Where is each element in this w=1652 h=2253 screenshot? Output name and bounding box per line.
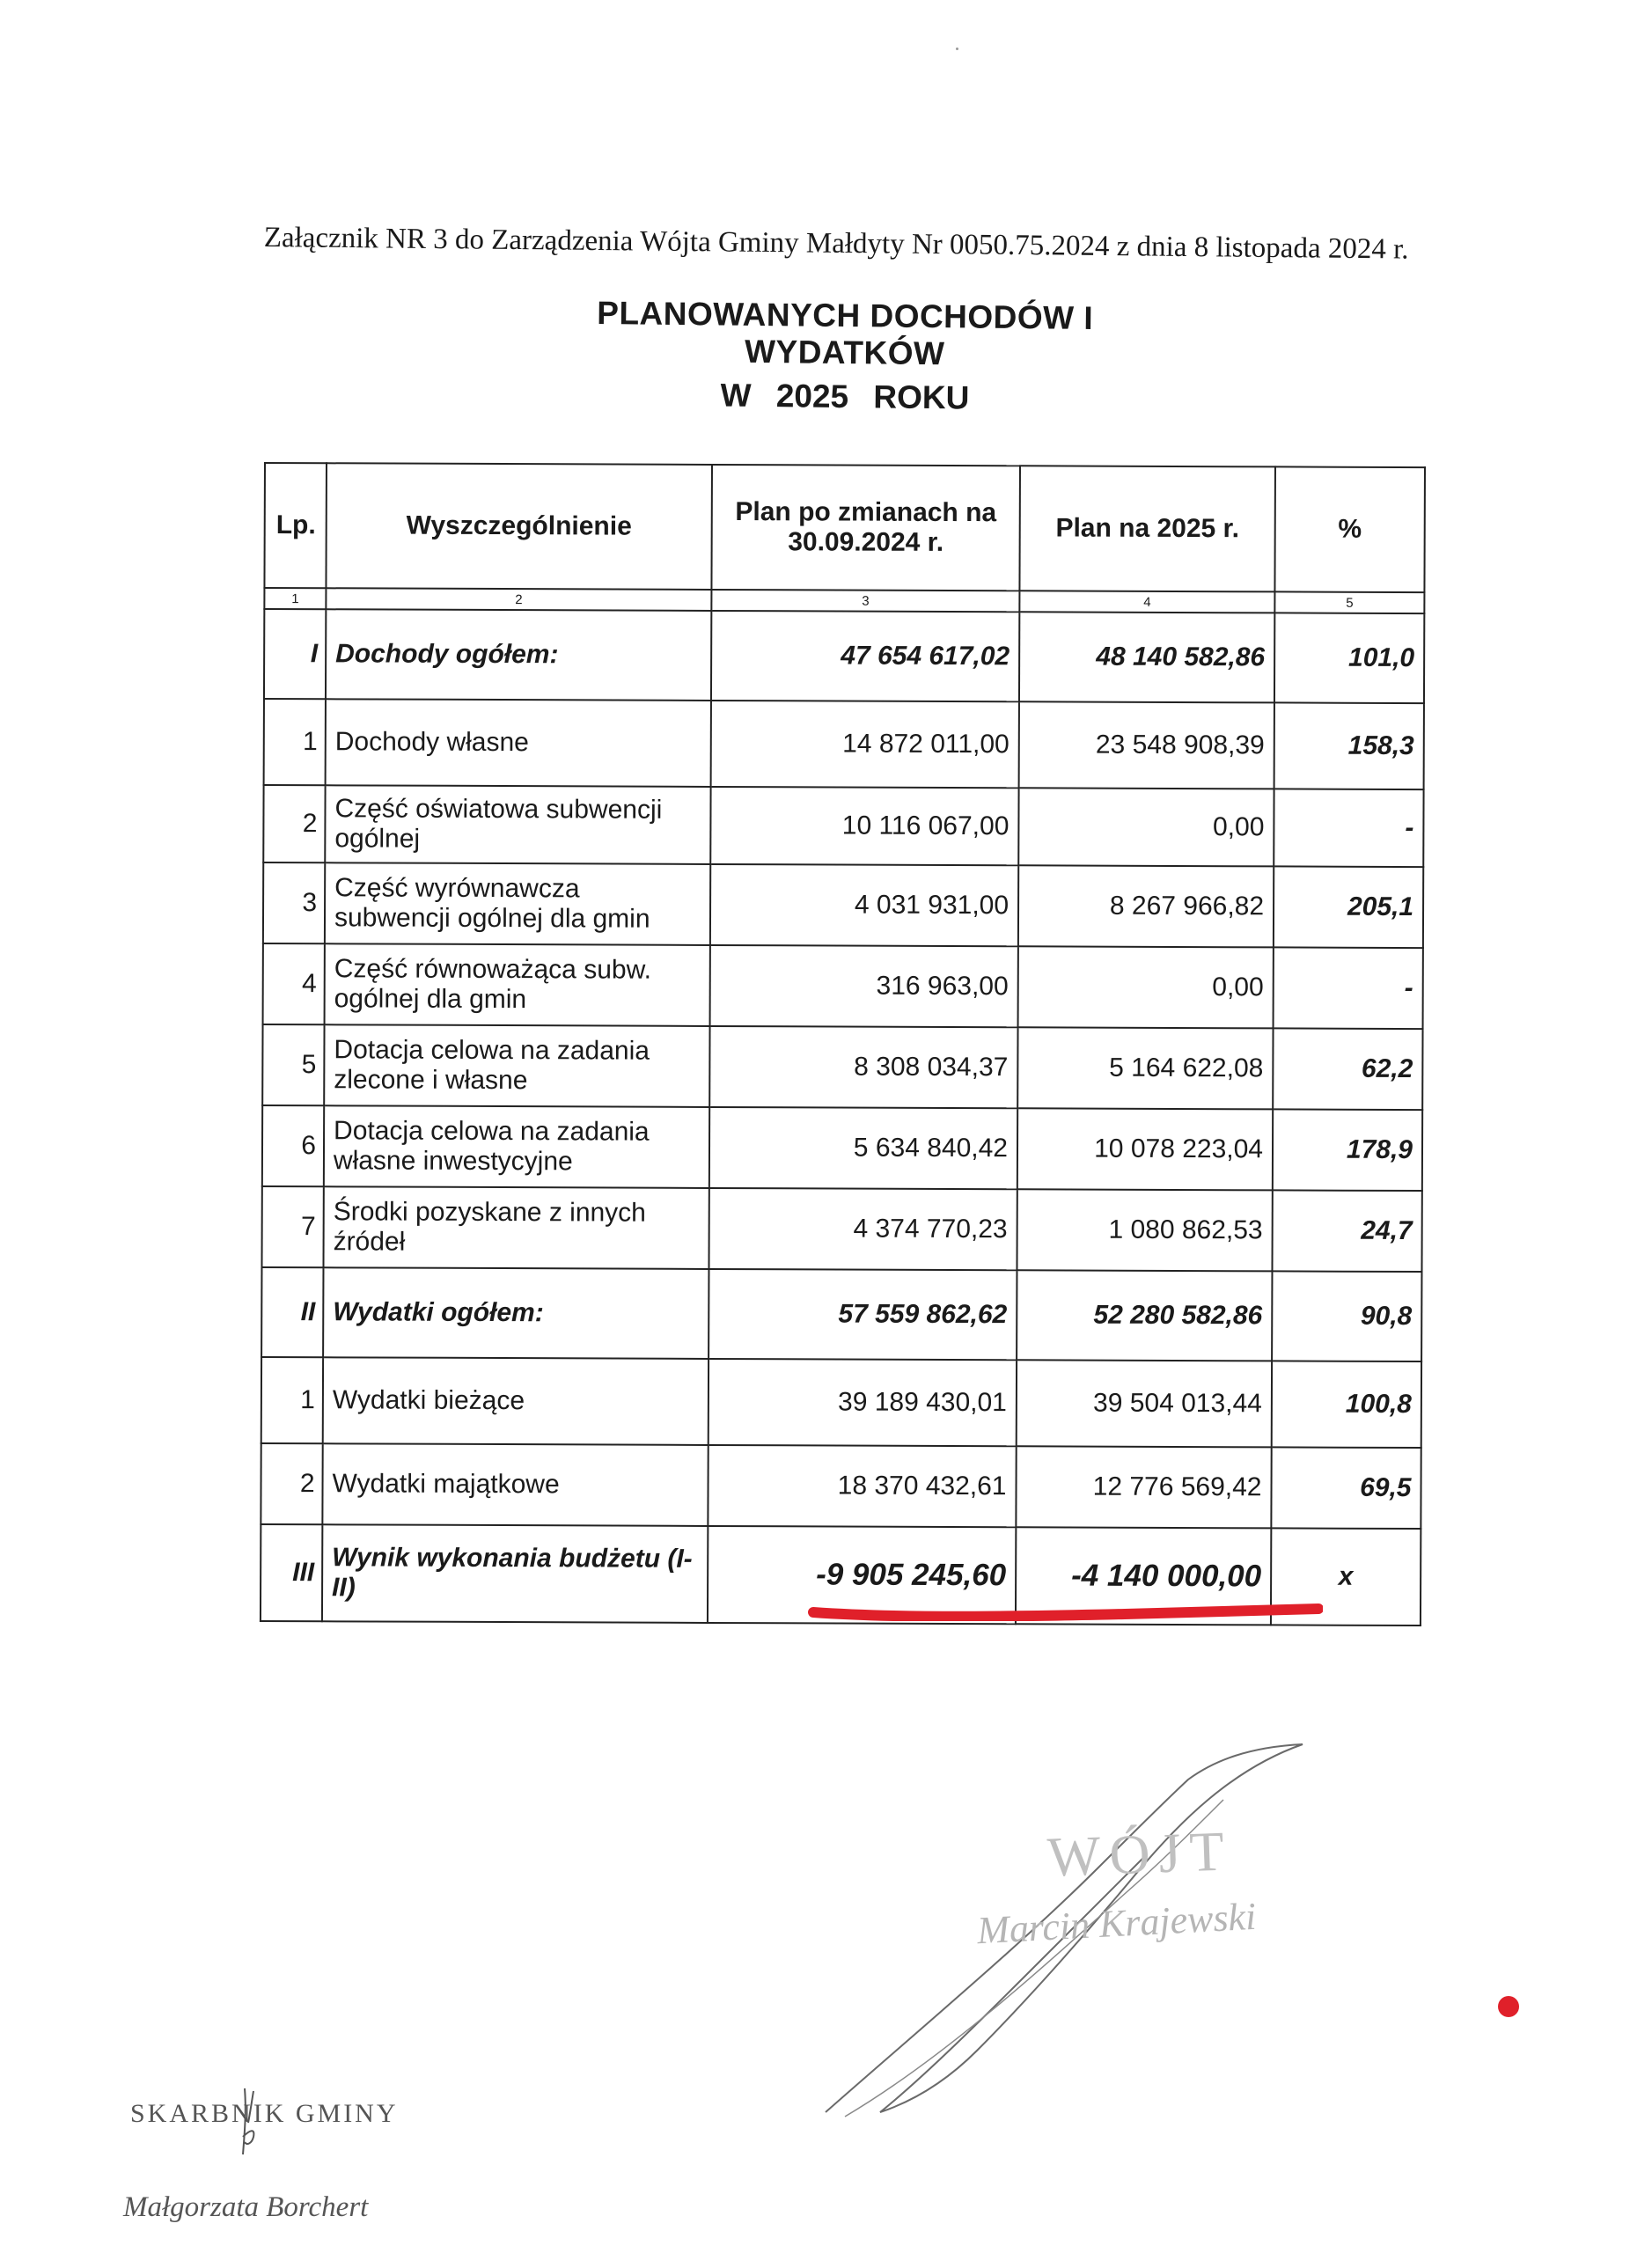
row-plan-2025: 23 548 908,39 (1019, 701, 1274, 789)
row-plan-2025: 10 078 223,04 (1017, 1108, 1273, 1190)
row-name: Wydatki bieżące (323, 1357, 709, 1445)
row-name: Dochody własne (326, 699, 711, 787)
scan-speck (956, 48, 958, 50)
row-pct: 158,3 (1274, 702, 1424, 789)
row-plan-2025: 1 080 862,53 (1017, 1189, 1272, 1271)
row-lp: 4 (263, 943, 325, 1024)
row-pct: 178,9 (1273, 1109, 1422, 1191)
row-name: Dotacja celowa na zadania własne inwestycyjne (324, 1105, 709, 1188)
row-plan-after: 14 872 011,00 (711, 701, 1019, 788)
row-name: Wynik wykonania budżetu (I-II) (322, 1524, 708, 1623)
column-number: 5 (1274, 591, 1424, 613)
header-pct: % (1274, 466, 1425, 592)
row-pct: 62,2 (1273, 1028, 1422, 1110)
table-row (261, 1186, 1421, 1272)
row-plan-after: 8 308 034,37 (709, 1026, 1017, 1108)
table-row (263, 785, 1423, 867)
header-plan-after: Plan po zmianach na 30.09.2024 r. (711, 465, 1020, 591)
row-plan-2025: 52 280 582,86 (1017, 1270, 1272, 1361)
row-lp: 3 (263, 862, 325, 943)
row-plan-2025: 0,00 (1018, 788, 1274, 866)
row-pct: 101,0 (1274, 613, 1424, 703)
column-number: 1 (264, 588, 326, 609)
table-row (263, 862, 1423, 948)
wojt-name: Marcin Krajewski (975, 1894, 1258, 1953)
row-lp: 1 (264, 699, 326, 785)
row-plan-after: 18 370 432,61 (708, 1445, 1016, 1527)
row-name: Wydatki ogółem: (323, 1267, 709, 1359)
row-plan-2025: 39 504 013,44 (1017, 1360, 1272, 1447)
row-plan-after: 39 189 430,01 (709, 1359, 1017, 1446)
row-plan-2025: 5 164 622,08 (1017, 1027, 1273, 1109)
row-plan-2025: 8 267 966,82 (1018, 865, 1274, 947)
row-pct: x (1271, 1528, 1421, 1626)
row-name: Część wyrównawcza subwencji ogólnej dla gmin (325, 862, 710, 945)
row-name: Dochody ogółem: (326, 609, 711, 701)
table-row (261, 1443, 1421, 1529)
document-title: PLANOWANYCH DOCHODÓW I WYDATKÓW (597, 295, 1094, 372)
header-plan-2025: Plan na 2025 r. (1019, 466, 1275, 591)
row-plan-2025: 12 776 569,42 (1016, 1446, 1271, 1528)
table-row (264, 699, 1424, 789)
wojt-stamp: WÓJT (1046, 1819, 1234, 1889)
row-plan-after: -9 905 245,60 (708, 1526, 1016, 1624)
table-row (263, 943, 1423, 1029)
row-plan-after: 316 963,00 (710, 945, 1018, 1027)
row-plan-after: 4 031 931,00 (710, 864, 1018, 946)
row-plan-after: 57 559 862,62 (709, 1269, 1017, 1360)
row-lp: 5 (262, 1024, 324, 1105)
red-dot-mark (1498, 1996, 1519, 2017)
row-pct: 205,1 (1274, 866, 1423, 948)
row-plan-after: 10 116 067,00 (710, 787, 1018, 865)
column-number: 2 (326, 588, 711, 611)
row-lp: 2 (263, 785, 325, 862)
row-plan-after: 4 374 770,23 (709, 1188, 1017, 1270)
budget-table-wrapper (260, 462, 1424, 1626)
budget-table (260, 462, 1426, 1626)
row-lp: 6 (262, 1105, 324, 1186)
row-lp: 2 (261, 1443, 322, 1524)
table-row (261, 1357, 1421, 1448)
row-plan-after: 5 634 840,42 (709, 1107, 1017, 1189)
skarbnik-stamp: SKARBNIK GMINY (130, 2099, 399, 2128)
table-row (262, 1024, 1422, 1110)
row-plan-2025: 48 140 582,86 (1019, 612, 1274, 702)
row-name: Środki pozyskane z innych źródeł (323, 1186, 709, 1269)
table-row (261, 1267, 1421, 1361)
row-plan-2025: -4 140 000,00 (1016, 1527, 1271, 1625)
column-number: 3 (711, 590, 1019, 612)
row-lp: 7 (261, 1186, 323, 1267)
table-row (264, 609, 1424, 703)
row-plan-after: 47 654 617,02 (711, 611, 1019, 701)
attachment-header: Załącznik NR 3 do Zarządzenia Wójta Gminy Małdyty Nr 0050.75.2024 z dnia 8 listopada 2024 r. (263, 222, 1409, 266)
row-pct: - (1274, 947, 1423, 1029)
header-lp: Lp. (264, 463, 327, 588)
table-header-row (264, 463, 1425, 592)
row-name: Część równoważąca subw. ogólnej dla gmin (325, 943, 710, 1026)
row-lp: 1 (261, 1357, 323, 1443)
row-name: Część oświatowa subwencji ogólnej (325, 785, 710, 864)
row-pct: 100,8 (1272, 1361, 1421, 1448)
row-name: Wydatki majątkowe (322, 1443, 708, 1526)
header-name: Wyszczególnienie (326, 463, 712, 590)
row-pct: - (1274, 789, 1423, 867)
column-number: 4 (1019, 591, 1274, 613)
row-lp: II (261, 1267, 323, 1357)
row-pct: 24,7 (1272, 1190, 1421, 1272)
row-lp: III (261, 1524, 322, 1621)
document-subtitle: W 2025 ROKU (720, 377, 970, 416)
skarbnik-name: Małgorzata Borchert (123, 2191, 369, 2223)
skarbnik-signature (227, 2084, 280, 2163)
row-plan-2025: 0,00 (1018, 946, 1274, 1028)
row-lp: I (264, 609, 326, 699)
row-pct: 90,8 (1272, 1271, 1421, 1361)
row-name: Dotacja celowa na zadania zlecone i własne (324, 1024, 709, 1107)
red-marker-underline (808, 1600, 1323, 1621)
table-row (262, 1105, 1422, 1191)
row-pct: 69,5 (1271, 1447, 1421, 1529)
